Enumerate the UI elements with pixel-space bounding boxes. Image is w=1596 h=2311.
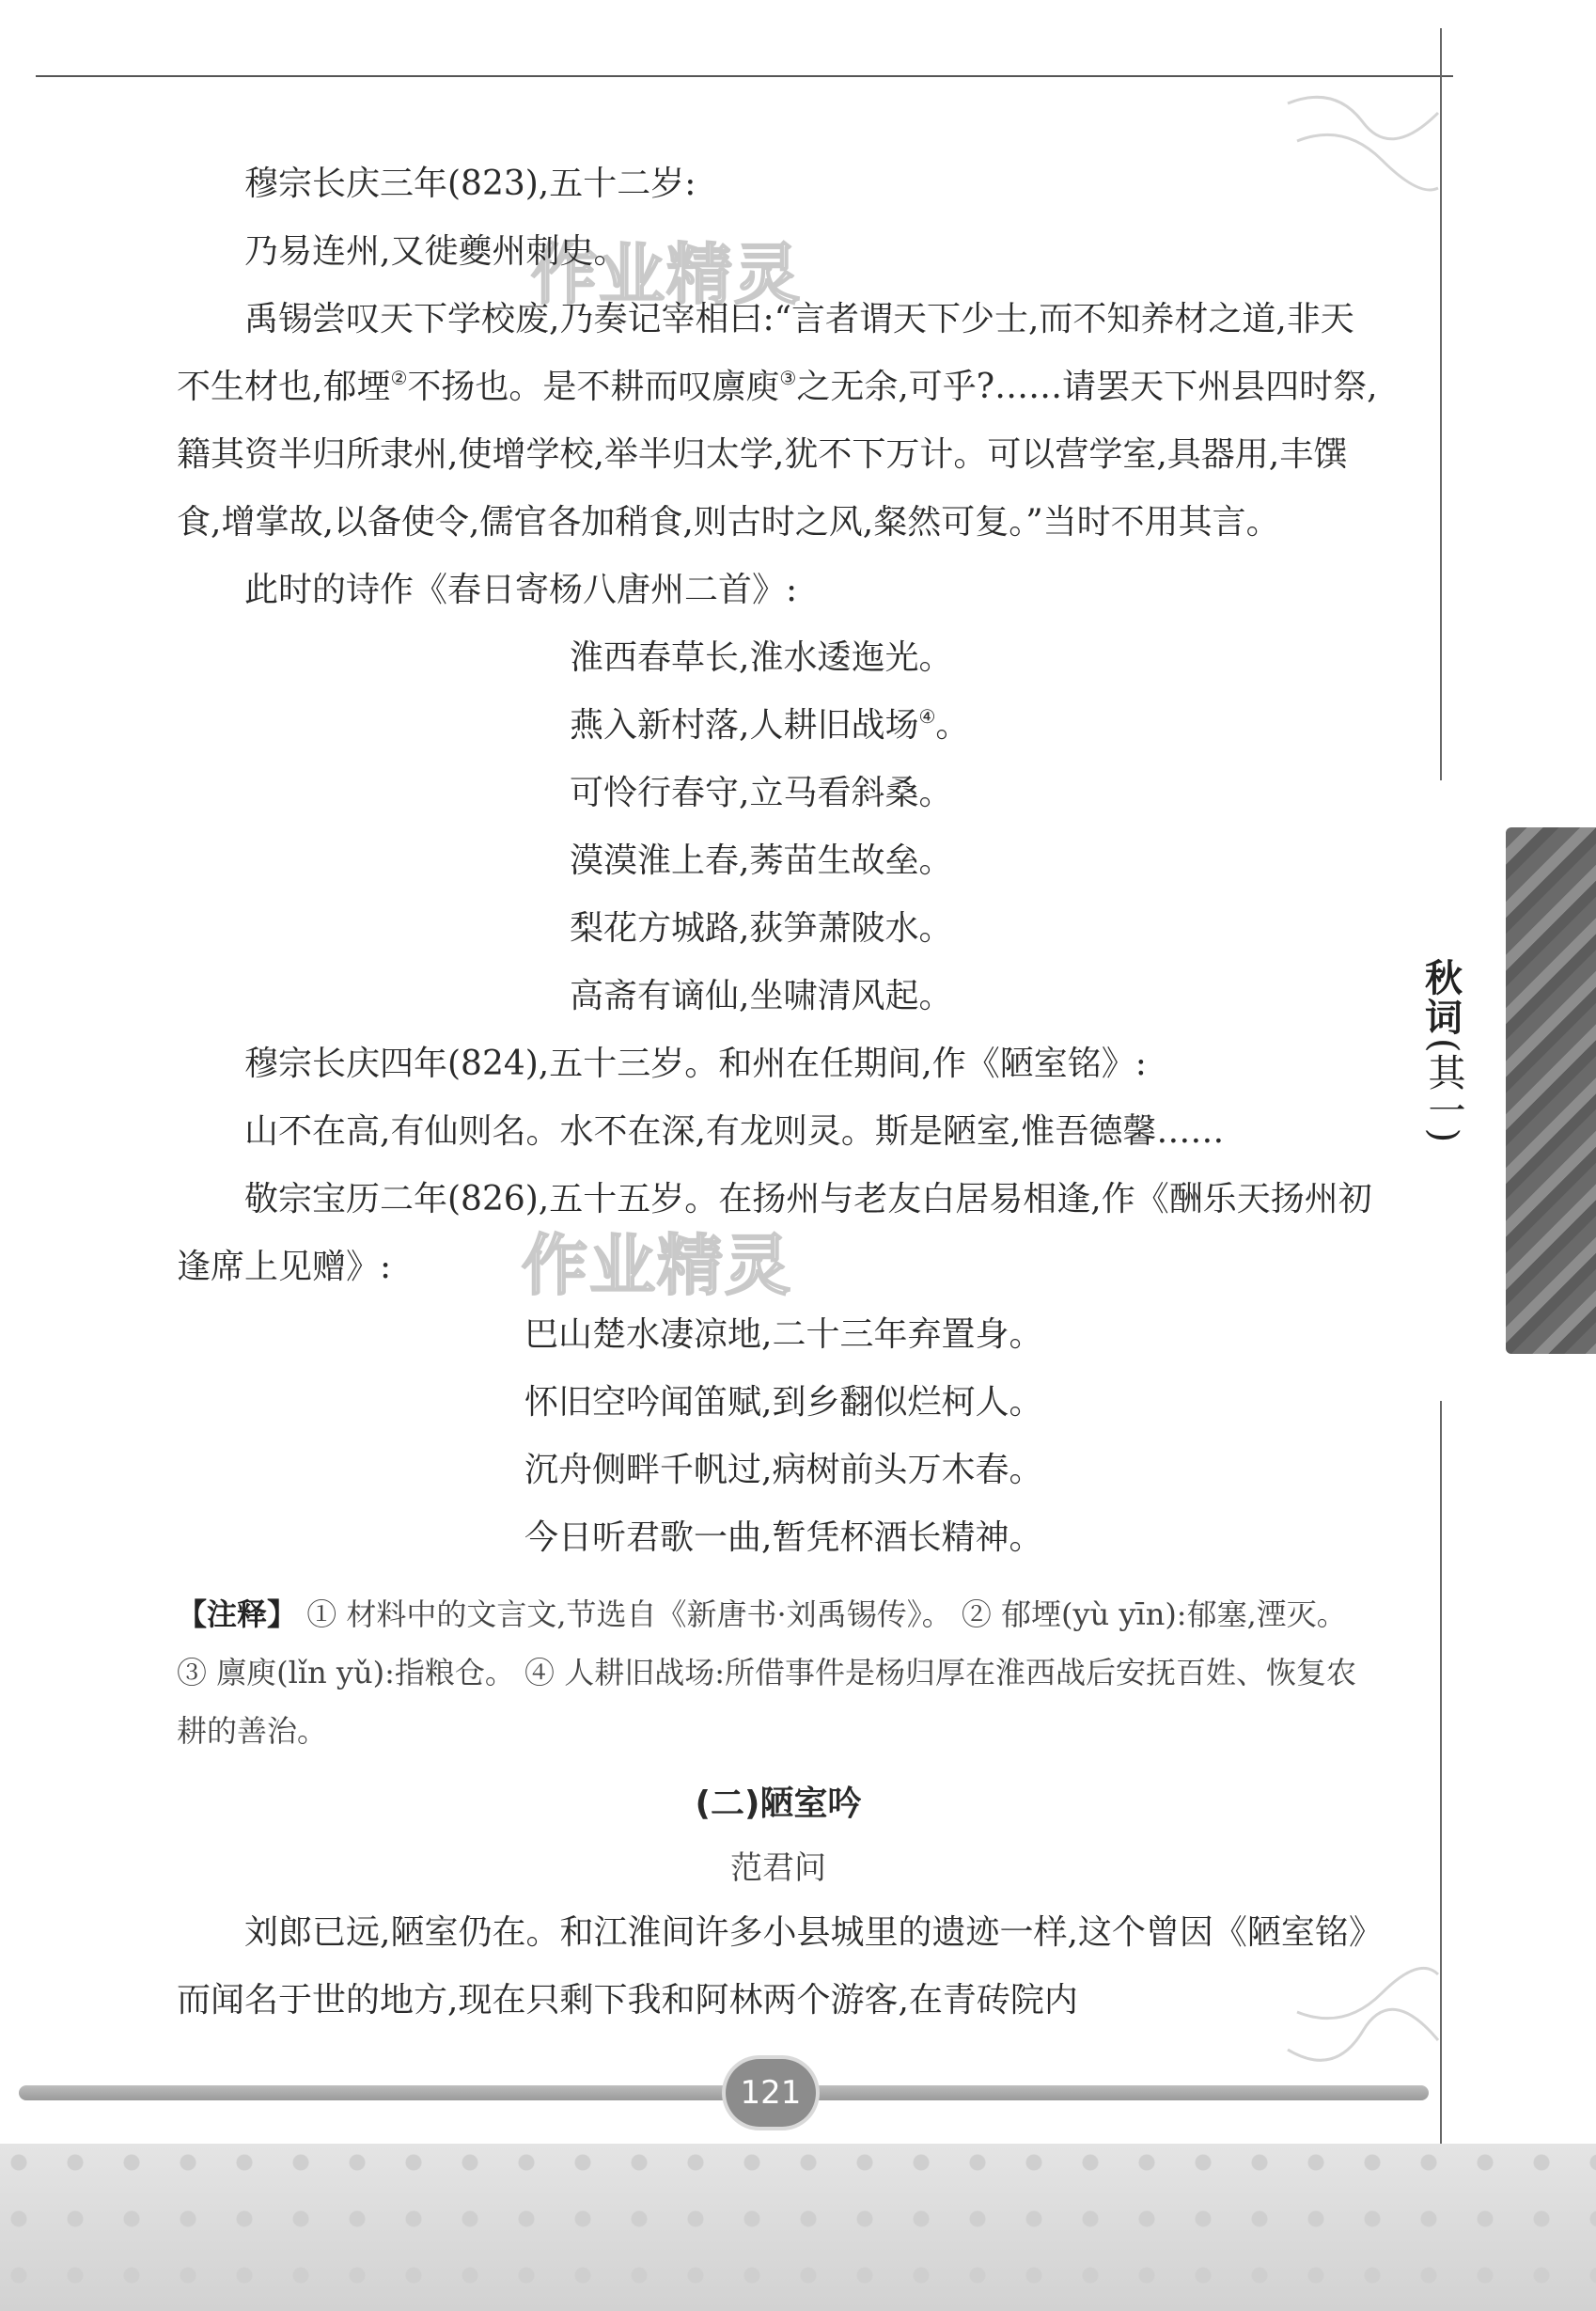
poem-line: 怀旧空吟闻笛赋,到乡翻似烂柯人。 — [524, 1383, 1043, 1422]
side-label-char-2: 词 — [1425, 996, 1463, 1040]
poem-line: 漠漠淮上春,莠苗生故垒。 — [570, 841, 953, 880]
paragraph: 此时的诗作《春日寄杨八唐州二首》: — [244, 571, 798, 609]
side-label-char-1: 秋 — [1425, 956, 1463, 1000]
notes-text: ① 材料中的文言文,节选自《新唐书·刘禹锡传》。 ② 郁堙(yù yīn):郁塞,湮灭。 ③ 廪庾(lǐn yǔ):指粮仓。 ④ 人耕旧战场:所借事件是杨归厚在淮西战后安抚百姓、恢复农耕的善治。 — [177, 1596, 1356, 1749]
poem-line: 巴山楚水凄凉地,二十三年弃置身。 — [524, 1315, 1043, 1354]
page-content — [177, 150, 1380, 2035]
chapter-side-label — [1416, 956, 1472, 1143]
watermark: 作业精灵 — [522, 1227, 792, 1304]
footnote-marker: ② — [390, 367, 408, 389]
poem-line: 可怜行春守,立马看斜桑。 — [570, 774, 953, 812]
poem-block-2 — [177, 1301, 1380, 1572]
side-decoration-tab — [1506, 827, 1596, 1354]
notes-heading: 【注释】 — [177, 1596, 298, 1632]
paragraph: 穆宗长庆三年(823),五十二岁: — [244, 165, 696, 203]
poem-line: 沉舟侧畔千帆过,病树前头万木春。 — [524, 1451, 1043, 1489]
text-run: 之无余,可乎?……请罢天下州县四时祭,籍其资半归所隶州,使增学校,举半归太学,犹不下万计。可以营学室,具器用,丰馔食,增掌故,以备使令,儒官各加稍食,则古时之风,粲然可复。”当时不用其言。 — [177, 368, 1378, 542]
side-label-sub: (其一) — [1422, 1038, 1465, 1143]
paragraph-quote — [177, 286, 1380, 557]
text-run: 。 — [935, 706, 970, 745]
header-rule — [36, 75, 1453, 77]
paragraph: 敬宗宝历二年(826),五十五岁。在扬州与老友白居易相逢,作《酬乐天扬州初逢席上见赠》: — [177, 1180, 1372, 1286]
footnote-marker: ③ — [779, 367, 797, 389]
poem-line: 梨花方城路,荻笋萧陂水。 — [570, 909, 953, 948]
watermark: 作业精灵 — [531, 236, 802, 313]
text-run: 禹锡尝叹天下学校废,乃奏记宰相曰:“言者谓天下少士,而不知养材之道,非天不生材也,郁堙 — [177, 300, 1354, 406]
footer-pattern — [0, 2144, 1596, 2311]
paragraph: 山不在高,有仙则名。水不在深,有龙则灵。斯是陋室,惟吾德馨…… — [244, 1112, 1225, 1151]
paragraph: 穆宗长庆四年(824),五十三岁。和州在任期间,作《陋室铭》: — [244, 1045, 1147, 1083]
footnote-marker: ④ — [918, 705, 936, 728]
text-run: 不扬也。是不耕而叹廪庾 — [407, 368, 780, 406]
footer-rule — [19, 2085, 1429, 2100]
page-number: 121 — [726, 2059, 816, 2127]
poem-line: 淮西春草长,淮水逶迤光。 — [570, 638, 953, 677]
section-title: (二)陋室吟 — [695, 1784, 862, 1823]
poem-block-1 — [177, 624, 1380, 1030]
poem-line — [570, 692, 1380, 760]
notes-block — [177, 1585, 1380, 1760]
poem-line: 今日听君歌一曲,暂凭杯酒长精神。 — [524, 1518, 1043, 1557]
section-author: 范君问 — [730, 1849, 826, 1887]
poem-line: 高斋有谪仙,坐啸清风起。 — [570, 977, 953, 1015]
paragraph: 乃易连州,又徙夔州刺史。 — [244, 232, 628, 271]
text-run: 燕入新村落,人耕旧战场 — [570, 706, 919, 745]
paragraph: 刘郎已远,陋室仍在。和江淮间许多小县城里的遗迹一样,这个曾因《陋室铭》而闻名于世的地方,现在只剩下我和阿林两个游客,在青砖院内 — [177, 1913, 1366, 2020]
notes-paragraph — [177, 1585, 1380, 1760]
